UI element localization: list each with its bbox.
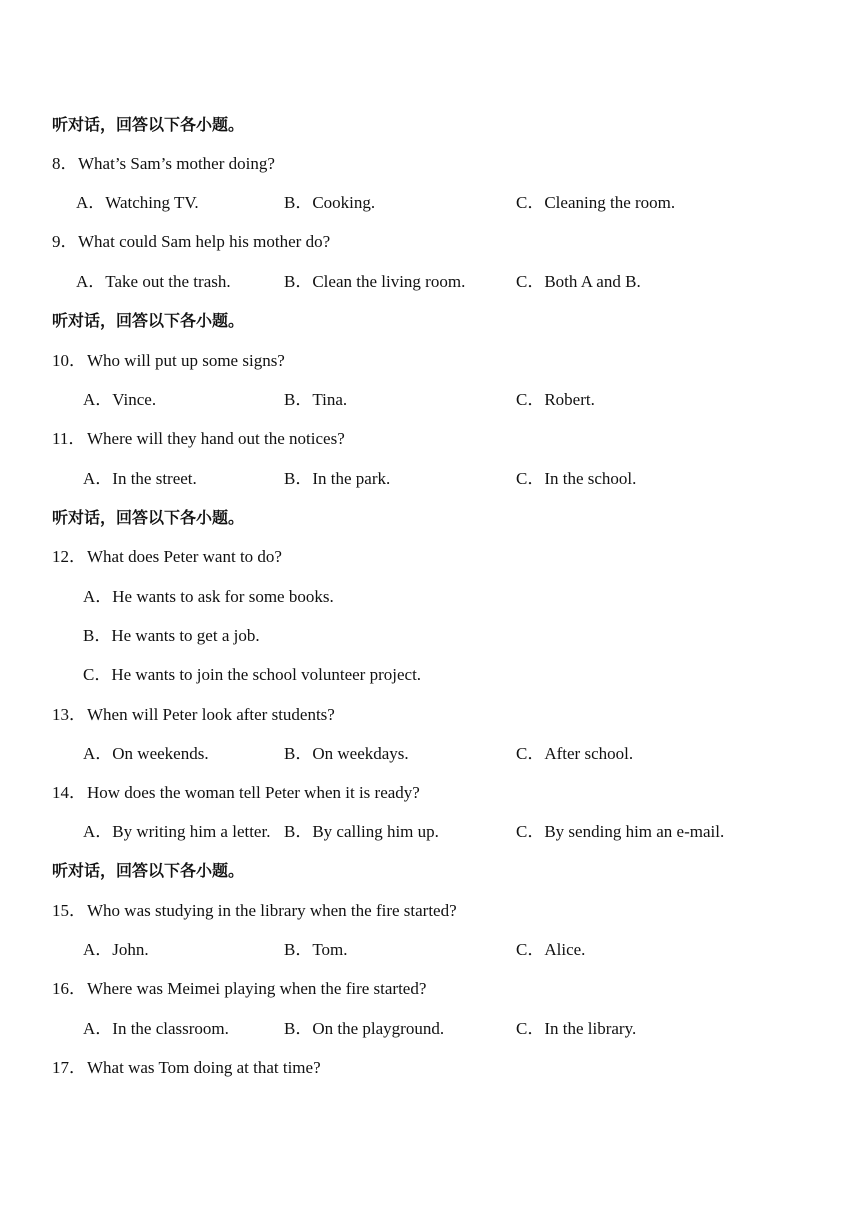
question-13 — [0, 703, 868, 727]
question-9-options — [0, 270, 868, 294]
option-text: Both A and B. — [544, 272, 641, 291]
option-c[interactable] — [516, 820, 724, 844]
question-number: 16． — [52, 979, 86, 998]
option-letter: A． — [83, 940, 113, 959]
option-c[interactable] — [516, 388, 595, 412]
option-text: Watching TV. — [105, 193, 199, 212]
option-letter: A． — [83, 822, 113, 841]
option-letter: C． — [516, 272, 545, 291]
option-a[interactable] — [76, 270, 231, 294]
question-number: 14． — [52, 783, 86, 802]
question-number: 10． — [52, 351, 86, 370]
option-text: He wants to get a job. — [111, 626, 260, 645]
question-12-option-b[interactable] — [0, 624, 868, 648]
option-c[interactable] — [516, 270, 641, 294]
question-13-options — [0, 742, 868, 766]
option-letter: A． — [83, 390, 113, 409]
option-letter: B． — [284, 272, 313, 291]
option-letter: A． — [83, 1019, 113, 1038]
option-text: In the classroom. — [112, 1019, 229, 1038]
option-letter: C． — [516, 193, 545, 212]
question-text: How does the woman tell Peter when it is ready? — [87, 783, 420, 802]
option-a[interactable] — [83, 938, 149, 962]
question-number: 13． — [52, 705, 86, 724]
option-text: Tina. — [312, 390, 348, 409]
option-text: Tom. — [312, 940, 348, 959]
question-number: 17． — [52, 1058, 86, 1077]
option-text: In the street. — [112, 469, 197, 488]
option-letter: C． — [516, 390, 545, 409]
question-9 — [0, 230, 868, 254]
option-text: By sending him an e-mail. — [544, 822, 725, 841]
option-b[interactable] — [284, 270, 465, 294]
option-a[interactable] — [83, 467, 197, 491]
option-a[interactable] — [76, 191, 199, 215]
option-letter: B． — [284, 744, 313, 763]
section-heading-text: 听对话，回答以下各小题。 — [52, 115, 245, 134]
option-a[interactable] — [83, 388, 156, 412]
section-heading — [0, 113, 868, 137]
option-letter: B． — [83, 626, 112, 645]
option-text: By writing him a letter. — [112, 822, 271, 841]
option-letter: C． — [516, 1019, 545, 1038]
question-8 — [0, 152, 868, 176]
option-text: Clean the living room. — [312, 272, 466, 291]
option-letter: B． — [284, 390, 313, 409]
question-text: Where was Meimei playing when the fire started? — [87, 979, 427, 998]
option-b[interactable] — [284, 191, 375, 215]
option-text: In the school. — [544, 469, 637, 488]
question-12 — [0, 545, 868, 569]
option-a[interactable] — [83, 820, 270, 844]
option-letter: B． — [284, 193, 313, 212]
option-text: Robert. — [544, 390, 595, 409]
option-b[interactable] — [284, 1017, 444, 1041]
option-b[interactable] — [284, 388, 347, 412]
question-text: When will Peter look after students? — [87, 705, 335, 724]
option-c[interactable] — [516, 938, 585, 962]
option-text: On the playground. — [312, 1019, 445, 1038]
option-letter: A． — [83, 469, 113, 488]
question-text: What was Tom doing at that time? — [87, 1058, 321, 1077]
question-11-options — [0, 467, 868, 491]
option-letter: A． — [76, 272, 106, 291]
question-14-options — [0, 820, 868, 844]
section-heading-text: 听对话，回答以下各小题。 — [52, 508, 245, 527]
option-text: By calling him up. — [312, 822, 439, 841]
option-c[interactable] — [516, 1017, 636, 1041]
question-14 — [0, 781, 868, 805]
question-text: Where will they hand out the notices? — [87, 429, 345, 448]
option-text: Vince. — [112, 390, 157, 409]
question-12-option-a[interactable] — [0, 585, 868, 609]
question-number: 15． — [52, 901, 86, 920]
option-letter: C． — [516, 744, 545, 763]
option-c[interactable] — [83, 663, 421, 687]
option-letter: A． — [83, 744, 113, 763]
option-text: John. — [112, 940, 149, 959]
section-heading — [0, 309, 868, 333]
option-letter: B． — [284, 822, 313, 841]
option-b[interactable] — [83, 624, 260, 648]
section-heading — [0, 506, 868, 530]
question-text: What could Sam help his mother do? — [78, 232, 331, 251]
question-number: 9． — [52, 232, 78, 251]
option-a[interactable] — [83, 1017, 229, 1041]
option-a[interactable] — [83, 585, 334, 609]
option-letter: A． — [83, 587, 113, 606]
question-10-options — [0, 388, 868, 412]
option-text: He wants to ask for some books. — [112, 587, 334, 606]
option-text: Cleaning the room. — [544, 193, 676, 212]
option-c[interactable] — [516, 467, 636, 491]
section-heading — [0, 859, 868, 883]
option-letter: B． — [284, 940, 313, 959]
option-letter: B． — [284, 1019, 313, 1038]
option-b[interactable] — [284, 820, 439, 844]
option-a[interactable] — [83, 742, 209, 766]
option-letter: C． — [516, 822, 545, 841]
question-16 — [0, 977, 868, 1001]
option-b[interactable] — [284, 938, 348, 962]
question-11 — [0, 427, 868, 451]
question-number: 12． — [52, 547, 86, 566]
option-text: He wants to join the school volunteer project. — [111, 665, 422, 684]
section-heading-text: 听对话，回答以下各小题。 — [52, 861, 245, 880]
option-text: After school. — [544, 744, 634, 763]
option-letter: B． — [284, 469, 313, 488]
option-text: Take out the trash. — [105, 272, 231, 291]
section-heading-text: 听对话，回答以下各小题。 — [52, 311, 245, 330]
question-text: Who will put up some signs? — [87, 351, 285, 370]
option-text: In the park. — [312, 469, 391, 488]
option-c[interactable] — [516, 742, 633, 766]
question-number: 8． — [52, 154, 78, 173]
option-letter: A． — [76, 193, 106, 212]
option-text: Alice. — [544, 940, 586, 959]
option-letter: C． — [516, 940, 545, 959]
question-15 — [0, 899, 868, 923]
option-b[interactable] — [284, 742, 409, 766]
question-text: What’s Sam’s mother doing? — [78, 154, 275, 173]
question-12-option-c[interactable] — [0, 663, 868, 687]
question-17 — [0, 1056, 868, 1080]
question-number: 11． — [52, 429, 86, 448]
option-letter: C． — [516, 469, 545, 488]
question-8-options — [0, 191, 868, 215]
option-c[interactable] — [516, 191, 675, 215]
option-b[interactable] — [284, 467, 390, 491]
question-text: Who was studying in the library when the fire started? — [87, 901, 457, 920]
option-letter: C． — [83, 665, 112, 684]
question-10 — [0, 349, 868, 373]
question-text: What does Peter want to do? — [87, 547, 282, 566]
option-text: On weekdays. — [312, 744, 409, 763]
option-text: In the library. — [544, 1019, 637, 1038]
question-15-options — [0, 938, 868, 962]
option-text: Cooking. — [312, 193, 376, 212]
option-text: On weekends. — [112, 744, 209, 763]
question-16-options — [0, 1017, 868, 1041]
